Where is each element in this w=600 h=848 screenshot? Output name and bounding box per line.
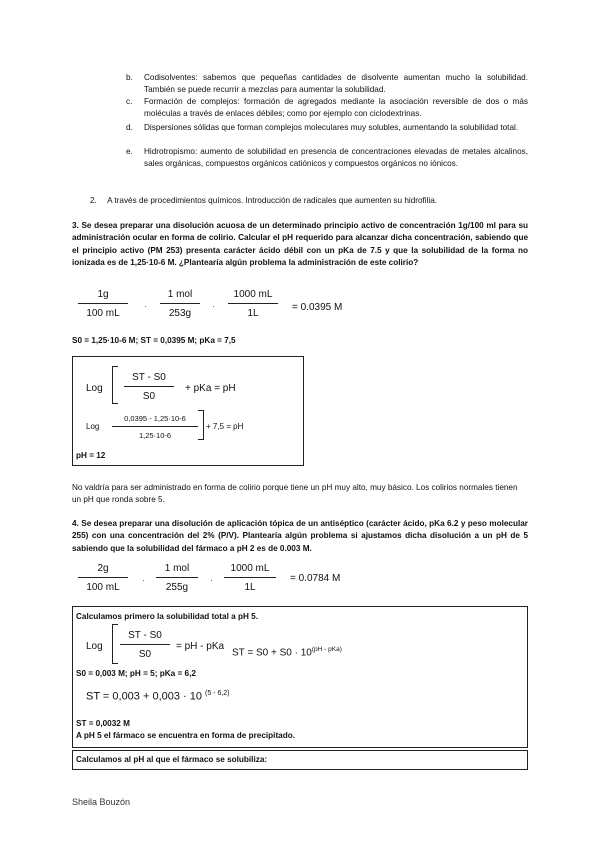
q3-fraction-3: $\frac{1000 mL}{1L}$ — [228, 289, 278, 319]
q3-box-fraction: $\frac{ST - S0}{S0}$ — [124, 372, 174, 402]
list-label: c. — [126, 97, 133, 106]
bracket-right — [198, 410, 204, 440]
multiply-sign: · — [142, 575, 145, 585]
list-label: e. — [126, 147, 133, 156]
q3-log-2: Log — [86, 422, 100, 431]
q3-answer: No valdría para ser administrado en forma de colirio porque tiene un pH muy alto, muy básico. Los colirios normales tienen un pH que ronda sobre 5. — [72, 483, 518, 505]
q4-log: Log — [86, 641, 103, 652]
q4-box2-title: Calculamos al pH al que el fármaco se solubiliza: — [76, 755, 268, 764]
q3-result: = 0.0395 M — [292, 302, 343, 313]
list-text: Formación de complejos: formación de agregados mediante la asociación reversible de dos o más moléculas a través de enlaces débiles; como por ejemplo con ciclodextrinas. — [144, 97, 528, 119]
q4-fraction-1: $\frac{2g}{100 mL}$ — [78, 563, 128, 593]
list-item-d — [126, 122, 528, 134]
question-4: 4. Se desea preparar una disolución de aplicación tópica de un antiséptico (carácter ácido, pKa 6.2 y peso molecular 255) con una concentración del 2% (P/V). Plantearía algún problema si ajustamos dicha disolución a un pH de 5 sabiendo que la solubilidad del fármaco a pH 2 es de 0.003 M. — [72, 519, 528, 553]
list-item-c — [126, 96, 528, 121]
bracket-left — [112, 624, 118, 664]
question-3: 3. Se desea preparar una disolución acuosa de un determinado principio activo de concentración 1g/100 ml para su administración ocular en forma de colirio. Calcular el pH requerido para alcanzar dicha concentración, sabiendo que el principio activo (PM 253) presenta carácter ácido débil con un pKa de 7.5 y que la solubilidad de la forma no ionizada es de 1,25·10-6 M. ¿Plantearía algún problema la administración de este colirio? — [72, 221, 528, 267]
list-text: Dispersiones sólidas que forman complejos moleculares muy solubles, aumentando la solubilidad total. — [144, 123, 519, 132]
list-item-e — [126, 146, 528, 171]
list-label: d. — [126, 123, 133, 132]
item-2-number: 2. — [90, 196, 97, 205]
list-text: Codisolventes: sabemos que pequeñas cantidades de disolvente aumentan mucho la solubilidad. También se puede recurrir a mezclas para aumentar la solubilidad. — [144, 73, 528, 95]
q4-box-conclusion: A pH 5 el fármaco se encuentra en forma de precipitado. — [76, 731, 296, 740]
q4-fraction-2: 1 mol 255g — [156, 563, 198, 593]
footer-author: Sheila Bouzón — [72, 797, 131, 807]
q4-fraction-3: $\frac{1000 mL}{1L}$ — [224, 563, 276, 593]
q3-box-result: pH = 12 — [76, 451, 106, 460]
q3-log: Log — [86, 383, 103, 394]
q4-box-result: ST = 0,0032 M — [76, 719, 130, 728]
multiply-sign: · — [212, 301, 215, 311]
q3-calc-box — [72, 356, 304, 466]
list-text: Hidrotropismo: aumento de solubilidad en presencia de concentraciones elevadas de metales alcalinos, sales orgánicas, compuestos orgánicos catiónicos y compuestos orgánicos no iónicos. — [144, 147, 528, 169]
q3-box-rhs: + pKa = pH — [185, 383, 236, 394]
q4-box-rhs: = pH - pKa — [176, 641, 225, 652]
bracket-left — [112, 366, 118, 404]
multiply-sign: · — [144, 301, 147, 311]
q4-st-formula: ST = $S0 + S0 \cdot 10^{(pH - pKa)}$ — [232, 646, 342, 659]
q4-box-data: S0 = 0,003 M; pH = 5; pKa = 6,2 — [76, 669, 196, 678]
q3-box-rhs-2: + 7,5 = pH — [206, 422, 244, 431]
q4-result: = 0.0784 M — [290, 573, 341, 584]
list-item-b — [126, 72, 528, 97]
q4-box-fraction: $\frac{ST - S0}{S0}$ — [120, 630, 170, 660]
item-2 — [90, 195, 530, 207]
q4-box-calc: ST = 0,003 + 0,003 · 10 $^{(5 - 6,2)}$ — [86, 690, 230, 703]
q3-data-line: S0 = 1,25·10-6 M; ST = 0,0395 M; pKa = 7,5 — [72, 336, 236, 345]
multiply-sign: · — [210, 575, 213, 585]
q3-fraction-2: 1 mol 253g — [160, 289, 200, 319]
q3-box-fraction-2: $\frac{0,0395 - 1,25\cdot 10-6}{1,25\cdot 10-6}$ — [112, 414, 198, 440]
item-2-text: A través de procedimientos químicos. Introducción de radicales que aumenten su hidrofilia. — [107, 196, 438, 205]
q3-fraction-1: $\frac{1g}{100 mL}$ — [78, 289, 128, 319]
q4-box-title: Calculamos primero la solubilidad total a pH 5. — [76, 612, 258, 621]
list-label: b. — [126, 73, 133, 82]
